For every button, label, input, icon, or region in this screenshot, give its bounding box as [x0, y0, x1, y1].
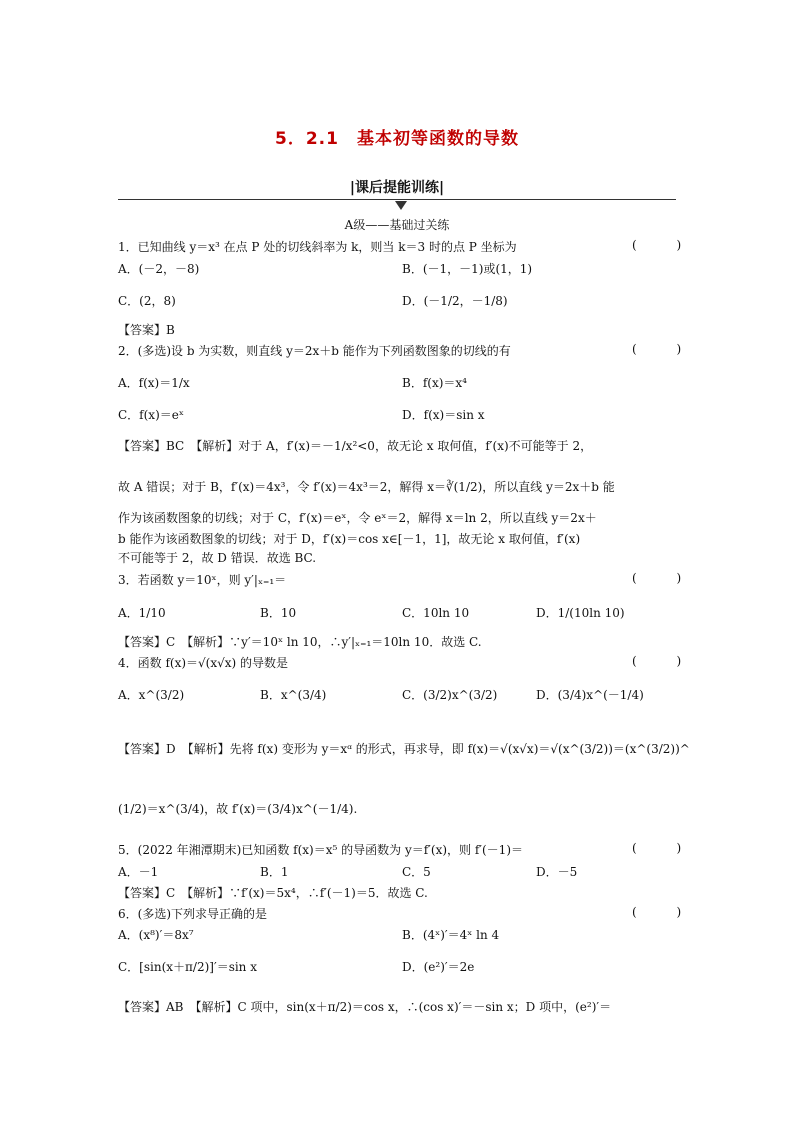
q2-answer-line-3: 作为该函数图象的切线；对于 C，f′(x)＝eˣ，令 eˣ＝2，解得 x＝ln 2，所以直线 y＝2x＋: [118, 511, 597, 525]
q4-option-a: A．x^(3/2): [118, 688, 185, 702]
q3-answer-blank: ( ): [632, 571, 700, 585]
q2-answer-line-5: 不可能等于 2，故 D 错误．故选 BC.: [118, 551, 317, 565]
q2-stem: 2．(多选)设 b 为实数，则直线 y＝2x＋b 能作为下列函数图象的切线的有: [118, 344, 511, 358]
q6-option-b: B．(4ˣ)′＝4ˣ ln 4: [402, 928, 500, 942]
q3-stem: 3．若函数 y＝10ˣ，则 y′|ₓ₌₁＝: [118, 573, 287, 587]
q4-option-b: B．x^(3/4): [260, 688, 327, 702]
q2-answer-line-4: b 能作为该函数图象的切线；对于 D，f′(x)＝cos x∈[－1，1]，故无论 x 取何值，f′(x): [118, 532, 581, 546]
q4-answer-blank: ( ): [632, 654, 700, 668]
q6-answer: 【答案】AB 【解析】C 项中，sin(x＋π/2)＝cos x，∴(cos x)′＝－sin x；D 项中，(e²)′＝: [118, 1000, 612, 1014]
q5-option-a: A．－1: [118, 865, 159, 879]
q3-option-b: B．10: [260, 606, 297, 620]
q1-option-d: D．(－1/2，－1/8): [402, 294, 508, 308]
q2-answer-blank: ( ): [632, 342, 700, 356]
q3-option-c: C．10ln 10: [402, 606, 470, 620]
q5-option-c: C．5: [402, 865, 431, 879]
q2-option-b: B．f(x)＝x⁴: [402, 376, 467, 390]
section-title: |课后提能训练|: [349, 180, 445, 196]
q1-option-a: A．(－2，－8): [118, 262, 200, 276]
q6-option-d: D．(e²)′＝2e: [402, 960, 475, 974]
q5-option-b: B．1: [260, 865, 289, 879]
level-heading: A级——基础过关练: [344, 218, 450, 232]
q6-stem: 6．(多选)下列求导正确的是: [118, 907, 267, 921]
triangle-marker-icon: [395, 201, 407, 210]
q2-answer-line-2: 故 A 错误；对于 B，f′(x)＝4x³，令 f′(x)＝4x³＝2，解得 x＝∛(1/2)，所以直线 y＝2x＋b 能: [118, 480, 615, 494]
q5-stem: 5．(2022 年湘潭期末)已知函数 f(x)＝x⁵ 的导函数为 y＝f′(x)，则 f′(－1)＝: [118, 843, 524, 857]
q5-answer-blank: ( ): [632, 841, 700, 855]
q6-option-c: C．[sin(x＋π/2)]′＝sin x: [118, 960, 257, 974]
q2-option-c: C．f(x)＝eˣ: [118, 408, 184, 422]
page-title: 5．2.1 基本初等函数的导数: [275, 129, 519, 149]
q1-stem: 1．已知曲线 y＝x³ 在点 P 处的切线斜率为 k，则当 k＝3 时的点 P 坐标为: [118, 240, 517, 254]
q3-answer: 【答案】C 【解析】∵y′＝10ˣ ln 10，∴y′|ₓ₌₁＝10ln 10．故选 C.: [118, 635, 482, 649]
q6-answer-blank: ( ): [632, 905, 700, 919]
q5-answer: 【答案】C 【解析】∵f′(x)＝5x⁴，∴f′(－1)＝5．故选 C.: [118, 886, 428, 900]
q3-option-d: D．1/(10ln 10): [536, 606, 625, 620]
q4-answer-line-2: (1/2)＝x^(3/4)，故 f′(x)＝(3/4)x^(－1/4).: [118, 802, 358, 816]
q1-answer-blank: ( ): [632, 238, 700, 252]
q4-stem: 4．函数 f(x)＝√(x√x) 的导数是: [118, 656, 289, 670]
q6-option-a: A．(x⁸)′＝8x⁷: [118, 928, 194, 942]
q2-option-a: A．f(x)＝1/x: [118, 376, 190, 390]
q4-answer-line-1: 【答案】D 【解析】先将 f(x) 变形为 y＝xᵅ 的形式，再求导，即 f(x)＝√(x√x)＝√(x^(3/2))＝(x^(3/2))^: [118, 742, 690, 756]
q4-option-d: D．(3/4)x^(－1/4): [536, 688, 644, 702]
q1-option-b: B．(－1，－1)或(1，1): [402, 262, 533, 276]
q1-answer: 【答案】B: [118, 323, 175, 337]
q2-option-d: D．f(x)＝sin x: [402, 408, 485, 422]
q2-answer-line-1: 【答案】BC 【解析】对于 A，f′(x)＝－1/x²<0，故无论 x 取何值，f′(x)不可能等于 2，: [118, 439, 593, 453]
q4-option-c: C．(3/2)x^(3/2): [402, 688, 498, 702]
divider-line: [118, 199, 676, 200]
q5-option-d: D．－5: [536, 865, 578, 879]
q3-option-a: A．1/10: [118, 606, 166, 620]
q1-option-c: C．(2，8): [118, 294, 176, 308]
